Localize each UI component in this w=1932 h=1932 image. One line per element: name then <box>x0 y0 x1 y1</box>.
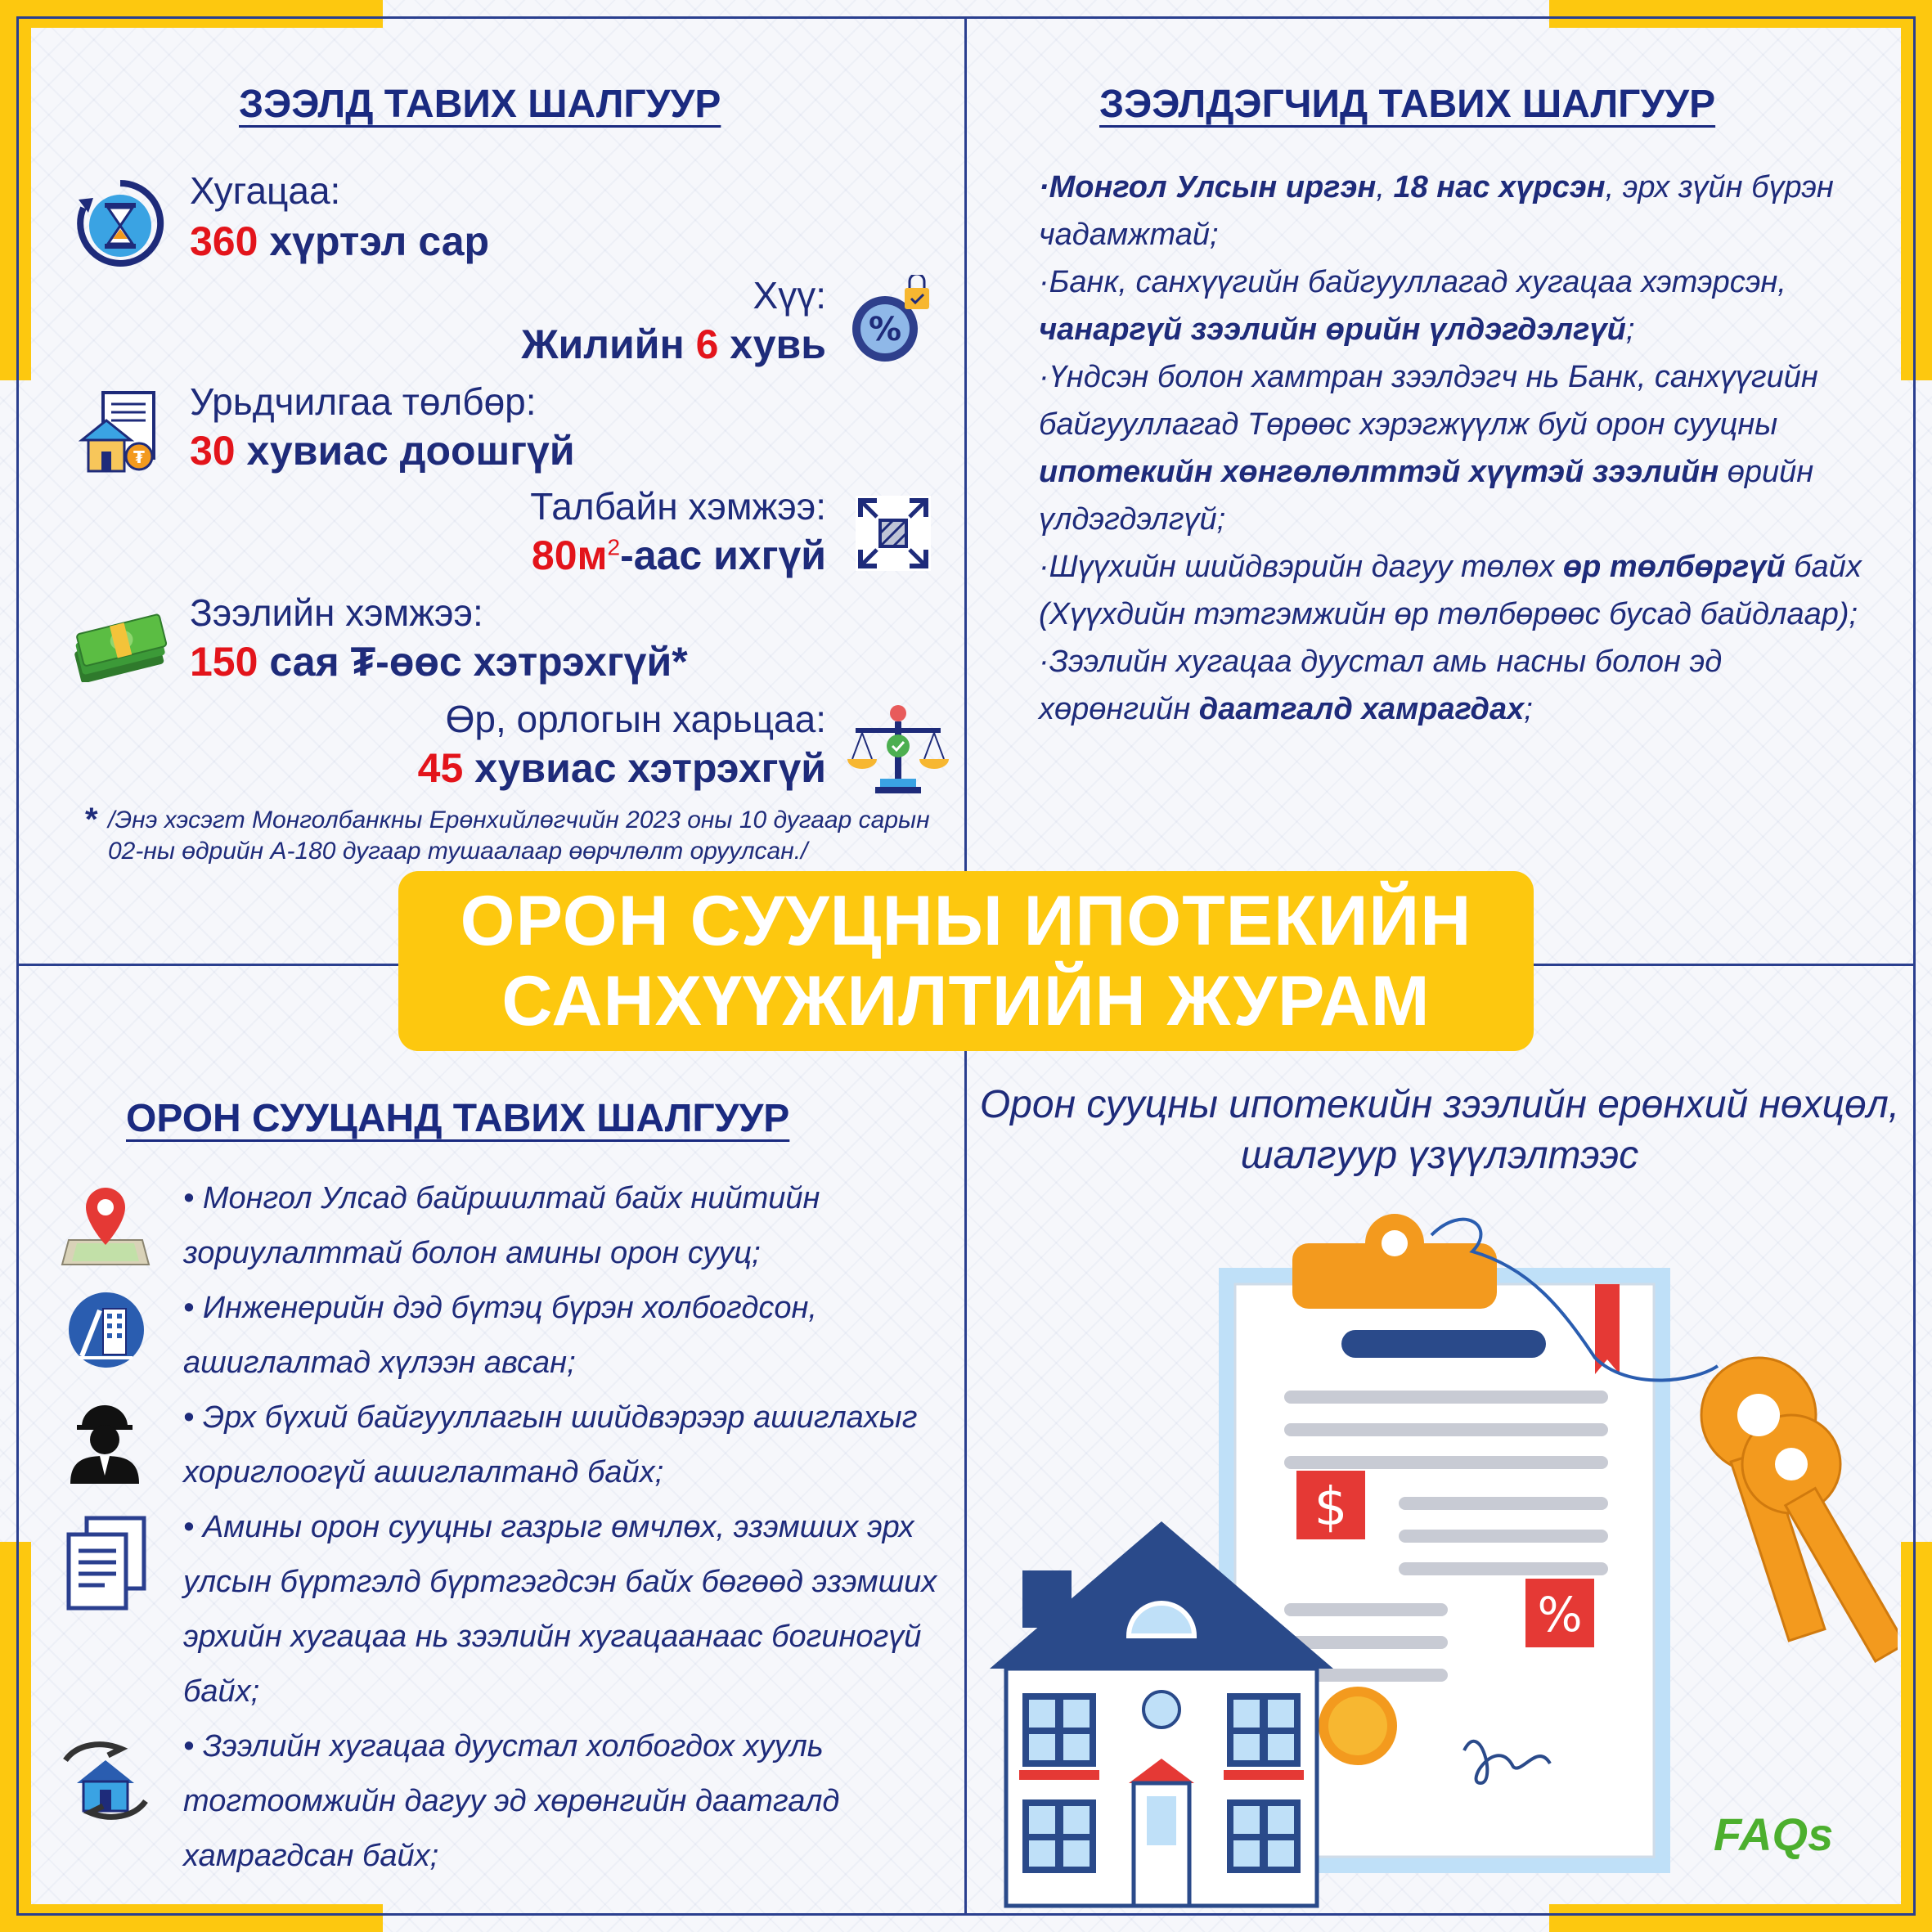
loan-criteria-title: ЗЭЭЛД ТАВИХ ШАЛГУУР <box>239 83 721 126</box>
down-payment-label: Урьдчилгаа төлбөр: <box>190 380 537 423</box>
footnote-asterisk: * <box>85 802 98 838</box>
dti-value <box>418 744 826 792</box>
amount-text: сая ₮-өөс хэтрэхгүй* <box>258 639 688 685</box>
percent-sign: % <box>1537 1587 1583 1642</box>
housing-criteria-title: ОРОН СУУЦАНД ТАВИХ ШАЛГУУР <box>126 1097 790 1140</box>
borrower-criteria-title: ЗЭЭЛДЭГЧИД ТАВИХ ШАЛГУУР <box>1099 83 1716 126</box>
main-title-line-1: ОРОН СУУЦНЫ ИПОТЕКИЙН <box>460 882 1472 960</box>
footnote-text: /Энэ хэсэгт Монголбанкны Ерөнхийлөгчийн 2023 оны 10 дугаар сарын 02-ны өдрийн А-180 дугаар тушаалаар өөрчлөлт оруулсан./ <box>108 806 930 865</box>
expand-area-icon <box>856 496 931 575</box>
borrower-item-4: ·Шүүхийн шийдвэрийн дагуу төлөх өр төлбөргүй байх (Хүүхдийн тэтгэмжийн өр төлбөрөөс бусад байдлаар); <box>1039 550 1862 631</box>
interest-label: Хүү: <box>753 274 826 317</box>
svg-text:₮: ₮ <box>133 447 145 467</box>
housing-item-3: • Эрх бүхий байгууллагын шийдвэрээр ашиглахыг хориглоогүй ашиглалтанд байх; <box>183 1400 918 1489</box>
money-stack-icon <box>67 609 168 686</box>
map-pin-icon <box>61 1183 151 1272</box>
area-label: Талбайн хэмжээ: <box>530 485 826 528</box>
area-number: 80м <box>531 532 608 578</box>
percent-lock-icon <box>847 275 937 371</box>
balance-scale-icon <box>844 700 952 801</box>
building-blueprint-icon <box>67 1291 146 1373</box>
down-payment-number: 30 <box>190 428 236 474</box>
interest-value <box>521 321 826 368</box>
main-title-banner <box>398 871 1534 1051</box>
documents-icon <box>64 1515 149 1615</box>
dollar-sign: $ <box>1314 1477 1348 1538</box>
interest-number: 6 <box>695 321 719 367</box>
main-title-line-2: САНХҮҮЖИЛТИЙН ЖУРАМ <box>501 962 1431 1040</box>
faqs-label: FAQs <box>1714 1808 1834 1860</box>
engineer-icon <box>65 1395 144 1489</box>
borrower-item-5: ·Зээлийн хугацаа дуустал амь насны болон эд хөрөнгийн даатгалд хамрагдах; <box>1039 645 1723 726</box>
down-payment-text: хувиас доошгүй <box>235 428 575 474</box>
svg-text:%: % <box>868 311 902 348</box>
borrower-item-3: ·Үндсэн болон хамтран зээлдэгч нь Банк, санхүүгийн байгууллагад Төрөөс хэрэгжүүлж буй орон сууцны ипотекийн хөнгөлөлттэй хүүтэй зээлийн өрийн үлдэгдэлгүй; <box>1039 360 1818 537</box>
area-value <box>532 532 826 579</box>
borrower-item-1: ·Монгол Улсын иргэн, 18 нас хүрсэн, эрх зүйн бүрэн чадамжтай; <box>1039 170 1834 252</box>
housing-item-5: • Зээлийн хугацаа дуустал холбогдох хууль тогтоомжийн дагуу эд хөрөнгийн даатгалд хамрагдсан байх; <box>183 1729 840 1873</box>
dti-label: Өр, орлогын харьцаа: <box>445 698 826 740</box>
amount-value <box>190 638 688 685</box>
housing-item-2: • Инженерийн дэд бүтэц бүрэн холбогдсон, ашиглалтад хүлээн авсан; <box>183 1291 817 1380</box>
amount-label: Зээлийн хэмжээ: <box>190 591 483 634</box>
housing-item-4: • Амины орон сууцны газрыг өмчлөх, эзэмших эрх улсын бүртгэлд бүртгэгдсэн байх бөгөөд эзэмших эрхийн хугацаа нь зээлийн хугацаанаас богиногүй байх; <box>183 1510 937 1709</box>
summary-subtitle: Орон сууцны ипотекийн зээлийн ерөнхий нөхцөл, шалгуур үзүүлэлтээс <box>979 1083 1900 1177</box>
house-document-icon <box>79 389 160 479</box>
term-text: хүртэл сар <box>258 218 490 264</box>
housing-criteria-list <box>183 1171 944 1884</box>
housing-item-1: • Монгол Улсад байршилтай байх нийтийн зориулалттай болон амины орон сууц; <box>183 1181 820 1270</box>
area-superscript: 2 <box>607 534 621 560</box>
borrower-criteria-list <box>1039 164 1865 733</box>
interest-pre: Жилийн <box>521 321 696 367</box>
house-hands-icon <box>61 1736 151 1830</box>
down-payment-value <box>190 427 575 474</box>
borrower-item-2: ·Банк, санхүүгийн байгууллагад хугацаа хэтэрсэн, чанаргүй зээлийн өрийн үлдэгдэлгүй; <box>1039 265 1786 347</box>
dti-text: хувиас хэтрэхгүй <box>463 745 826 791</box>
hourglass-clock-icon <box>72 175 168 276</box>
dti-number: 45 <box>417 745 464 791</box>
area-text: -аас ихгүй <box>620 532 826 578</box>
interest-post: хувь <box>718 321 826 367</box>
term-label: Хугацаа: <box>190 169 341 212</box>
amount-number: 150 <box>190 639 258 685</box>
term-value <box>190 218 489 265</box>
term-number: 360 <box>190 218 258 264</box>
